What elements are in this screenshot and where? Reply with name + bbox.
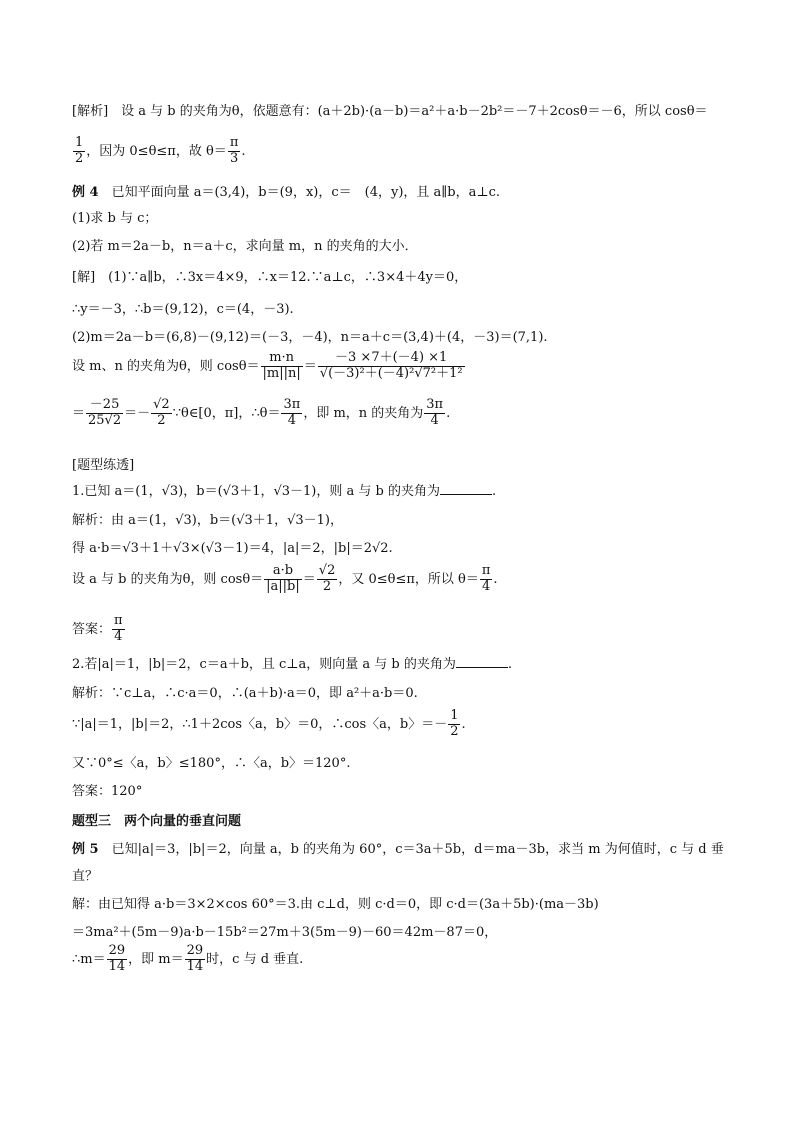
practice-1-analysis-3: 设 a 与 b 的夹角为θ，则 cosθ＝ $\frac{a\cdot b}{|a||b|}$ ＝ $\frac{√2}{2}$ ，又 0≤θ≤π，所以 θ＝ $\frac{\pi}{4}$ . <box>72 563 498 594</box>
practice-2-analysis-2: ∵|a|＝1，|b|＝2，∴1＋2cos〈a，b〉＝0，∴cos〈a，b〉＝－ $\frac{1}{2}$ . <box>72 708 466 739</box>
fraction-half-2: $\frac{1}{2}$ <box>450 708 459 739</box>
fraction-neg25: $\frac{-25}{25√2}$ <box>88 397 122 428</box>
fraction-3pi-4: $\frac{3\pi}{4}$ <box>283 397 301 428</box>
example-5-solution-1: 解：由已知得 a·b＝3×2×cos 60°＝3.由 c⊥d，则 c·d＝0，即 c·d＝(3a＋5b)·(ma－3b) <box>72 897 599 912</box>
fraction-big: $\frac{-3 \times 7+(-4) \times 1}{\text{√(－3)²＋(－4)²√7²＋1²}}$ <box>319 350 463 381</box>
fraction-pi-4: $\frac{\pi}{4}$ <box>481 563 491 594</box>
solution-line-4: 设 m、n 的夹角为θ，则 cosθ＝ $\frac{m\cdot n}{|m||n|}$ ＝ $\frac{-3 \times 7+(-4) \times 1}{\text{√(－3)²＋(－4)²√7²＋1²}}$ <box>72 350 463 381</box>
text: ，因为 0≤θ≤π，故 θ＝ <box>86 143 227 159</box>
example-label: 例 5 <box>72 842 99 857</box>
answer-blank <box>440 482 492 495</box>
solution-line-2: ∴y＝－3，∴b＝(9,12)，c＝(4，－3). <box>72 302 294 317</box>
example-label: 例 4 <box>72 185 99 200</box>
practice-1-analysis-2: 得 a·b＝√3＋1＋√3×(√3－1)＝4，|a|＝2，|b|＝2√2. <box>72 541 393 556</box>
example-5: 例 5 已知|a|＝3，|b|＝2，向量 a，b 的夹角为 60°，c＝3a＋5b，d＝ma－3b，求当 m 为何值时，c 与 d 垂 <box>72 842 724 857</box>
example-5-solution-3: ∴m＝ $\frac{29}{14}$ ，即 m＝ $\frac{29}{14}$ 时，c 与 d 垂直. <box>72 943 304 974</box>
fraction-29-14b: $\frac{29}{14}$ <box>186 943 204 974</box>
question-1: (1)求 b 与 c； <box>72 211 158 226</box>
fraction-root2: $\frac{√2}{2}$ <box>153 397 170 428</box>
fraction-3pi-4b: $\frac{3\pi}{4}$ <box>426 397 444 428</box>
text: 已知平面向量 a＝(3,4)，b＝(9，x)，c＝ (4，y)，且 a∥b，a⊥c. <box>98 185 500 200</box>
analysis-line-1 <box>72 100 708 119</box>
example-5-solution-2: ＝3ma²＋(5m－9)a·b－15b²＝27m＋3(5m－9)－60＝42m－87＝0， <box>72 925 498 940</box>
fraction-ab: $\frac{a\cdot b}{|a||b|}$ <box>266 563 300 594</box>
practice-heading: [题型练透] <box>72 458 135 473</box>
section-3-heading: 题型三 两个向量的垂直问题 <box>72 814 242 829</box>
solution-line-5: ＝ $\frac{-25}{25√2}$ ＝－ $\frac{√2}{2}$ ∵θ∈[0，π]，∴θ＝ $\frac{3\pi}{4}$ ，即 m，n 的夹角为 $\frac{3\pi}{4}$ . <box>72 397 451 428</box>
practice-2: 2.若|a|＝1，|b|＝2，c＝a＋b，且 c⊥a，则向量 a 与 b 的夹角为 . <box>72 657 513 672</box>
example-5-cont: 直？ <box>72 869 99 884</box>
fraction-pi-3: $\frac{\pi}{3}$ <box>229 135 239 166</box>
example-4-title <box>72 181 500 200</box>
practice-1: 1.已知 a＝(1，√3)，b＝(√3＋1，√3－1)，则 a 与 b 的夹角为 . <box>72 484 497 499</box>
answer-blank-2 <box>456 655 508 668</box>
practice-1-analysis-1: 解析：由 a＝(1，√3)，b＝(√3＋1，√3－1)， <box>72 513 343 528</box>
question-2: (2)若 m＝2a－b，n＝a＋c，求向量 m，n 的夹角的大小． <box>72 239 418 254</box>
practice-1-answer: 答案： $\frac{\pi}{4}$ <box>72 613 123 644</box>
analysis-line-2: $\frac{1}{2}$ ，因为 0≤θ≤π，故 θ＝ $\frac{\pi}{3}$ . <box>75 135 246 166</box>
practice-2-analysis-3: 又∵0°≤〈a，b〉≤180°，∴〈a，b〉＝120°. <box>72 756 351 771</box>
fraction-half: $\frac{1}{2}$ <box>75 135 84 166</box>
practice-2-analysis-1: 解析：∵c⊥a，∴c·a＝0，∴(a＋b)·a＝0，即 a²＋a·b＝0. <box>72 686 418 701</box>
fraction-pi-4-answer: $\frac{\pi}{4}$ <box>114 613 123 644</box>
text: [解析] 设 a 与 b 的夹角为θ，依题意有：(a＋2b)·(a－b)＝a²＋a·b－2b²＝－7＋2cosθ＝－6，所以 cosθ＝ <box>72 104 708 119</box>
solution-line-3: (2)m＝2a－b＝(6,8)－(9,12)＝(－3，－4)，n＝a＋c＝(3,4)＋(4，－3)＝(7,1). <box>72 330 548 345</box>
practice-2-answer: 答案：120° <box>72 784 143 799</box>
solution-line-1: [解] (1)∵a∥b，∴3x＝4×9，∴x＝12.∵a⊥c，∴3×4＋4y＝0， <box>72 270 468 285</box>
fraction-root2b: $\frac{√2}{2}$ <box>318 563 336 594</box>
fraction-29-14: $\frac{29}{14}$ <box>108 943 126 974</box>
fraction-mn: $\frac{m\cdot n}{|m||n|}$ <box>262 350 301 381</box>
